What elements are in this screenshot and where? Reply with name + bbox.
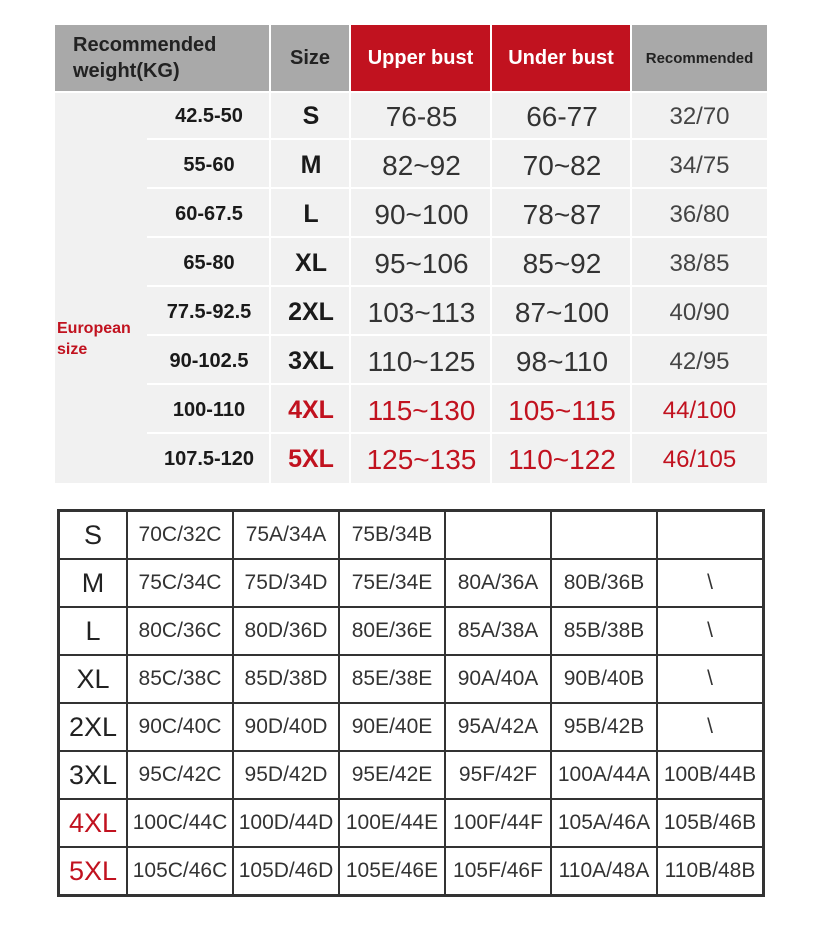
cup-cell: 100D/44D <box>233 799 339 847</box>
weight-cell: 65-80 <box>183 252 235 274</box>
cup-cell <box>657 511 764 560</box>
cup-cell: 75B/34B <box>339 511 445 560</box>
header-size: Size <box>271 25 349 91</box>
size-cell: 2XL <box>288 298 334 326</box>
row-divider <box>147 334 767 336</box>
size-row <box>55 93 767 140</box>
cup-cell: 90A/40A <box>445 655 551 703</box>
upper-bust-cell: 125~135 <box>366 443 477 475</box>
header-upper-bust: Upper bust <box>351 25 490 91</box>
upper-bust-cell: 115~130 <box>367 394 476 426</box>
european-size-label: European size <box>57 320 131 358</box>
cup-cell: 100B/44B <box>657 751 764 799</box>
row-divider <box>147 187 767 189</box>
size-cell: 3XL <box>288 347 334 375</box>
upper-bust-cell: 95~106 <box>374 247 469 279</box>
under-bust-cell: 66-77 <box>526 100 598 132</box>
recommended-cell: 34/75 <box>669 151 730 179</box>
cup-cell: \ <box>657 607 764 655</box>
size-cell: M <box>300 151 322 179</box>
under-bust-cell: 78~87 <box>522 198 602 230</box>
size-cell: S <box>302 102 320 130</box>
cup-cell: 80B/36B <box>551 559 657 607</box>
cup-cell: 95D/42D <box>233 751 339 799</box>
cup-cell: 85C/38C <box>127 655 233 703</box>
size-row <box>55 289 767 336</box>
cup-cell: 100E/44E <box>339 799 445 847</box>
cup-cell: \ <box>657 655 764 703</box>
row-divider <box>147 236 767 238</box>
size-label: 4XL <box>59 799 128 847</box>
weight-cell: 107.5-120 <box>163 448 255 470</box>
cup-conversion-table <box>57 509 765 897</box>
recommended-cell: 40/90 <box>669 298 730 326</box>
row-divider <box>147 138 767 140</box>
conversion-row <box>59 559 764 607</box>
size-cell: XL <box>295 249 327 277</box>
column-divider <box>349 93 351 483</box>
conversion-row <box>59 607 764 655</box>
header-under-bust: Under bust <box>492 25 630 91</box>
cup-cell: 95A/42A <box>445 703 551 751</box>
cup-cell: 90E/40E <box>339 703 445 751</box>
conversion-row <box>59 847 764 896</box>
cup-cell: 85E/38E <box>339 655 445 703</box>
cup-cell: 80C/36C <box>127 607 233 655</box>
cup-cell: 90B/40B <box>551 655 657 703</box>
cup-cell: 105D/46D <box>233 847 339 896</box>
weight-cell: 100-110 <box>172 399 246 421</box>
cup-cell: 90D/40D <box>233 703 339 751</box>
size-cell: 4XL <box>288 396 334 424</box>
weight-cell: 90-102.5 <box>169 350 249 372</box>
conversion-row <box>59 703 764 751</box>
under-bust-cell: 87~100 <box>514 296 610 328</box>
size-cell: 5XL <box>288 445 334 473</box>
size-row <box>55 387 767 434</box>
under-bust-cell: 70~82 <box>522 149 602 181</box>
cup-cell: 95F/42F <box>445 751 551 799</box>
row-divider <box>147 432 767 434</box>
size-table-body <box>55 93 767 483</box>
size-row <box>55 338 767 385</box>
row-divider <box>147 383 767 385</box>
size-label: L <box>59 607 128 655</box>
recommended-cell: 38/85 <box>669 249 730 277</box>
conversion-row <box>59 655 764 703</box>
cup-cell: 90C/40C <box>127 703 233 751</box>
cup-cell: \ <box>657 703 764 751</box>
cup-cell: 85D/38D <box>233 655 339 703</box>
column-divider <box>630 93 632 483</box>
recommended-cell: 46/105 <box>662 445 737 473</box>
size-row <box>55 191 767 238</box>
cup-cell: 100C/44C <box>127 799 233 847</box>
weight-cell: 55-60 <box>183 154 235 176</box>
cup-cell: 70C/32C <box>127 511 233 560</box>
recommended-cell: 42/95 <box>669 347 730 375</box>
upper-bust-cell: 90~100 <box>374 198 469 230</box>
cup-cell: 75D/34D <box>233 559 339 607</box>
size-label: S <box>59 511 128 560</box>
size-row <box>55 436 767 483</box>
size-label: M <box>59 559 128 607</box>
cup-cell: 110A/48A <box>551 847 657 896</box>
column-divider <box>269 93 271 483</box>
conversion-row <box>59 751 764 799</box>
size-label: XL <box>59 655 128 703</box>
upper-bust-cell: 82~92 <box>382 149 461 181</box>
cup-cell: 85B/38B <box>551 607 657 655</box>
size-table <box>55 25 767 483</box>
size-row <box>55 240 767 287</box>
cup-cell: 105B/46B <box>657 799 764 847</box>
weight-cell: 42.5-50 <box>175 105 243 127</box>
conversion-row <box>59 511 764 560</box>
cup-cell: 95E/42E <box>339 751 445 799</box>
upper-bust-cell: 110~125 <box>367 345 476 377</box>
cup-cell: 80A/36A <box>445 559 551 607</box>
size-row <box>55 142 767 189</box>
cup-cell: 75C/34C <box>127 559 233 607</box>
weight-cell: 77.5-92.5 <box>166 301 252 323</box>
cup-cell: 95C/42C <box>127 751 233 799</box>
cup-cell: \ <box>657 559 764 607</box>
cup-cell: 105A/46A <box>551 799 657 847</box>
upper-bust-cell: 76-85 <box>385 100 458 132</box>
under-bust-cell: 85~92 <box>522 247 602 279</box>
recommended-cell: 32/70 <box>669 102 730 130</box>
header-recommended: Recommended <box>632 25 767 91</box>
row-divider <box>147 285 767 287</box>
cup-cell: 105F/46F <box>445 847 551 896</box>
under-bust-cell: 98~110 <box>515 345 609 377</box>
cup-cell: 100A/44A <box>551 751 657 799</box>
column-divider <box>490 93 492 483</box>
size-label: 3XL <box>59 751 128 799</box>
size-cell: L <box>303 200 319 228</box>
header-weight: Recommended weight(KG) <box>55 25 269 91</box>
cup-cell: 75E/34E <box>339 559 445 607</box>
under-bust-cell: 105~115 <box>508 394 616 426</box>
size-label: 5XL <box>59 847 128 896</box>
recommended-cell: 44/100 <box>662 396 737 424</box>
conversion-row <box>59 799 764 847</box>
cup-cell: 105C/46C <box>127 847 233 896</box>
cup-cell: 85A/38A <box>445 607 551 655</box>
size-label: 2XL <box>59 703 128 751</box>
cup-cell: 80D/36D <box>233 607 339 655</box>
cup-cell <box>445 511 551 560</box>
upper-bust-cell: 103~113 <box>367 296 476 328</box>
cup-cell: 105E/46E <box>339 847 445 896</box>
weight-cell: 60-67.5 <box>175 203 243 225</box>
recommended-cell: 36/80 <box>669 200 730 228</box>
cup-cell: 110B/48B <box>657 847 764 896</box>
cup-cell: 80E/36E <box>339 607 445 655</box>
cup-cell: 95B/42B <box>551 703 657 751</box>
cup-cell: 100F/44F <box>445 799 551 847</box>
cup-cell <box>551 511 657 560</box>
under-bust-cell: 110~122 <box>508 443 616 475</box>
cup-cell: 75A/34A <box>233 511 339 560</box>
